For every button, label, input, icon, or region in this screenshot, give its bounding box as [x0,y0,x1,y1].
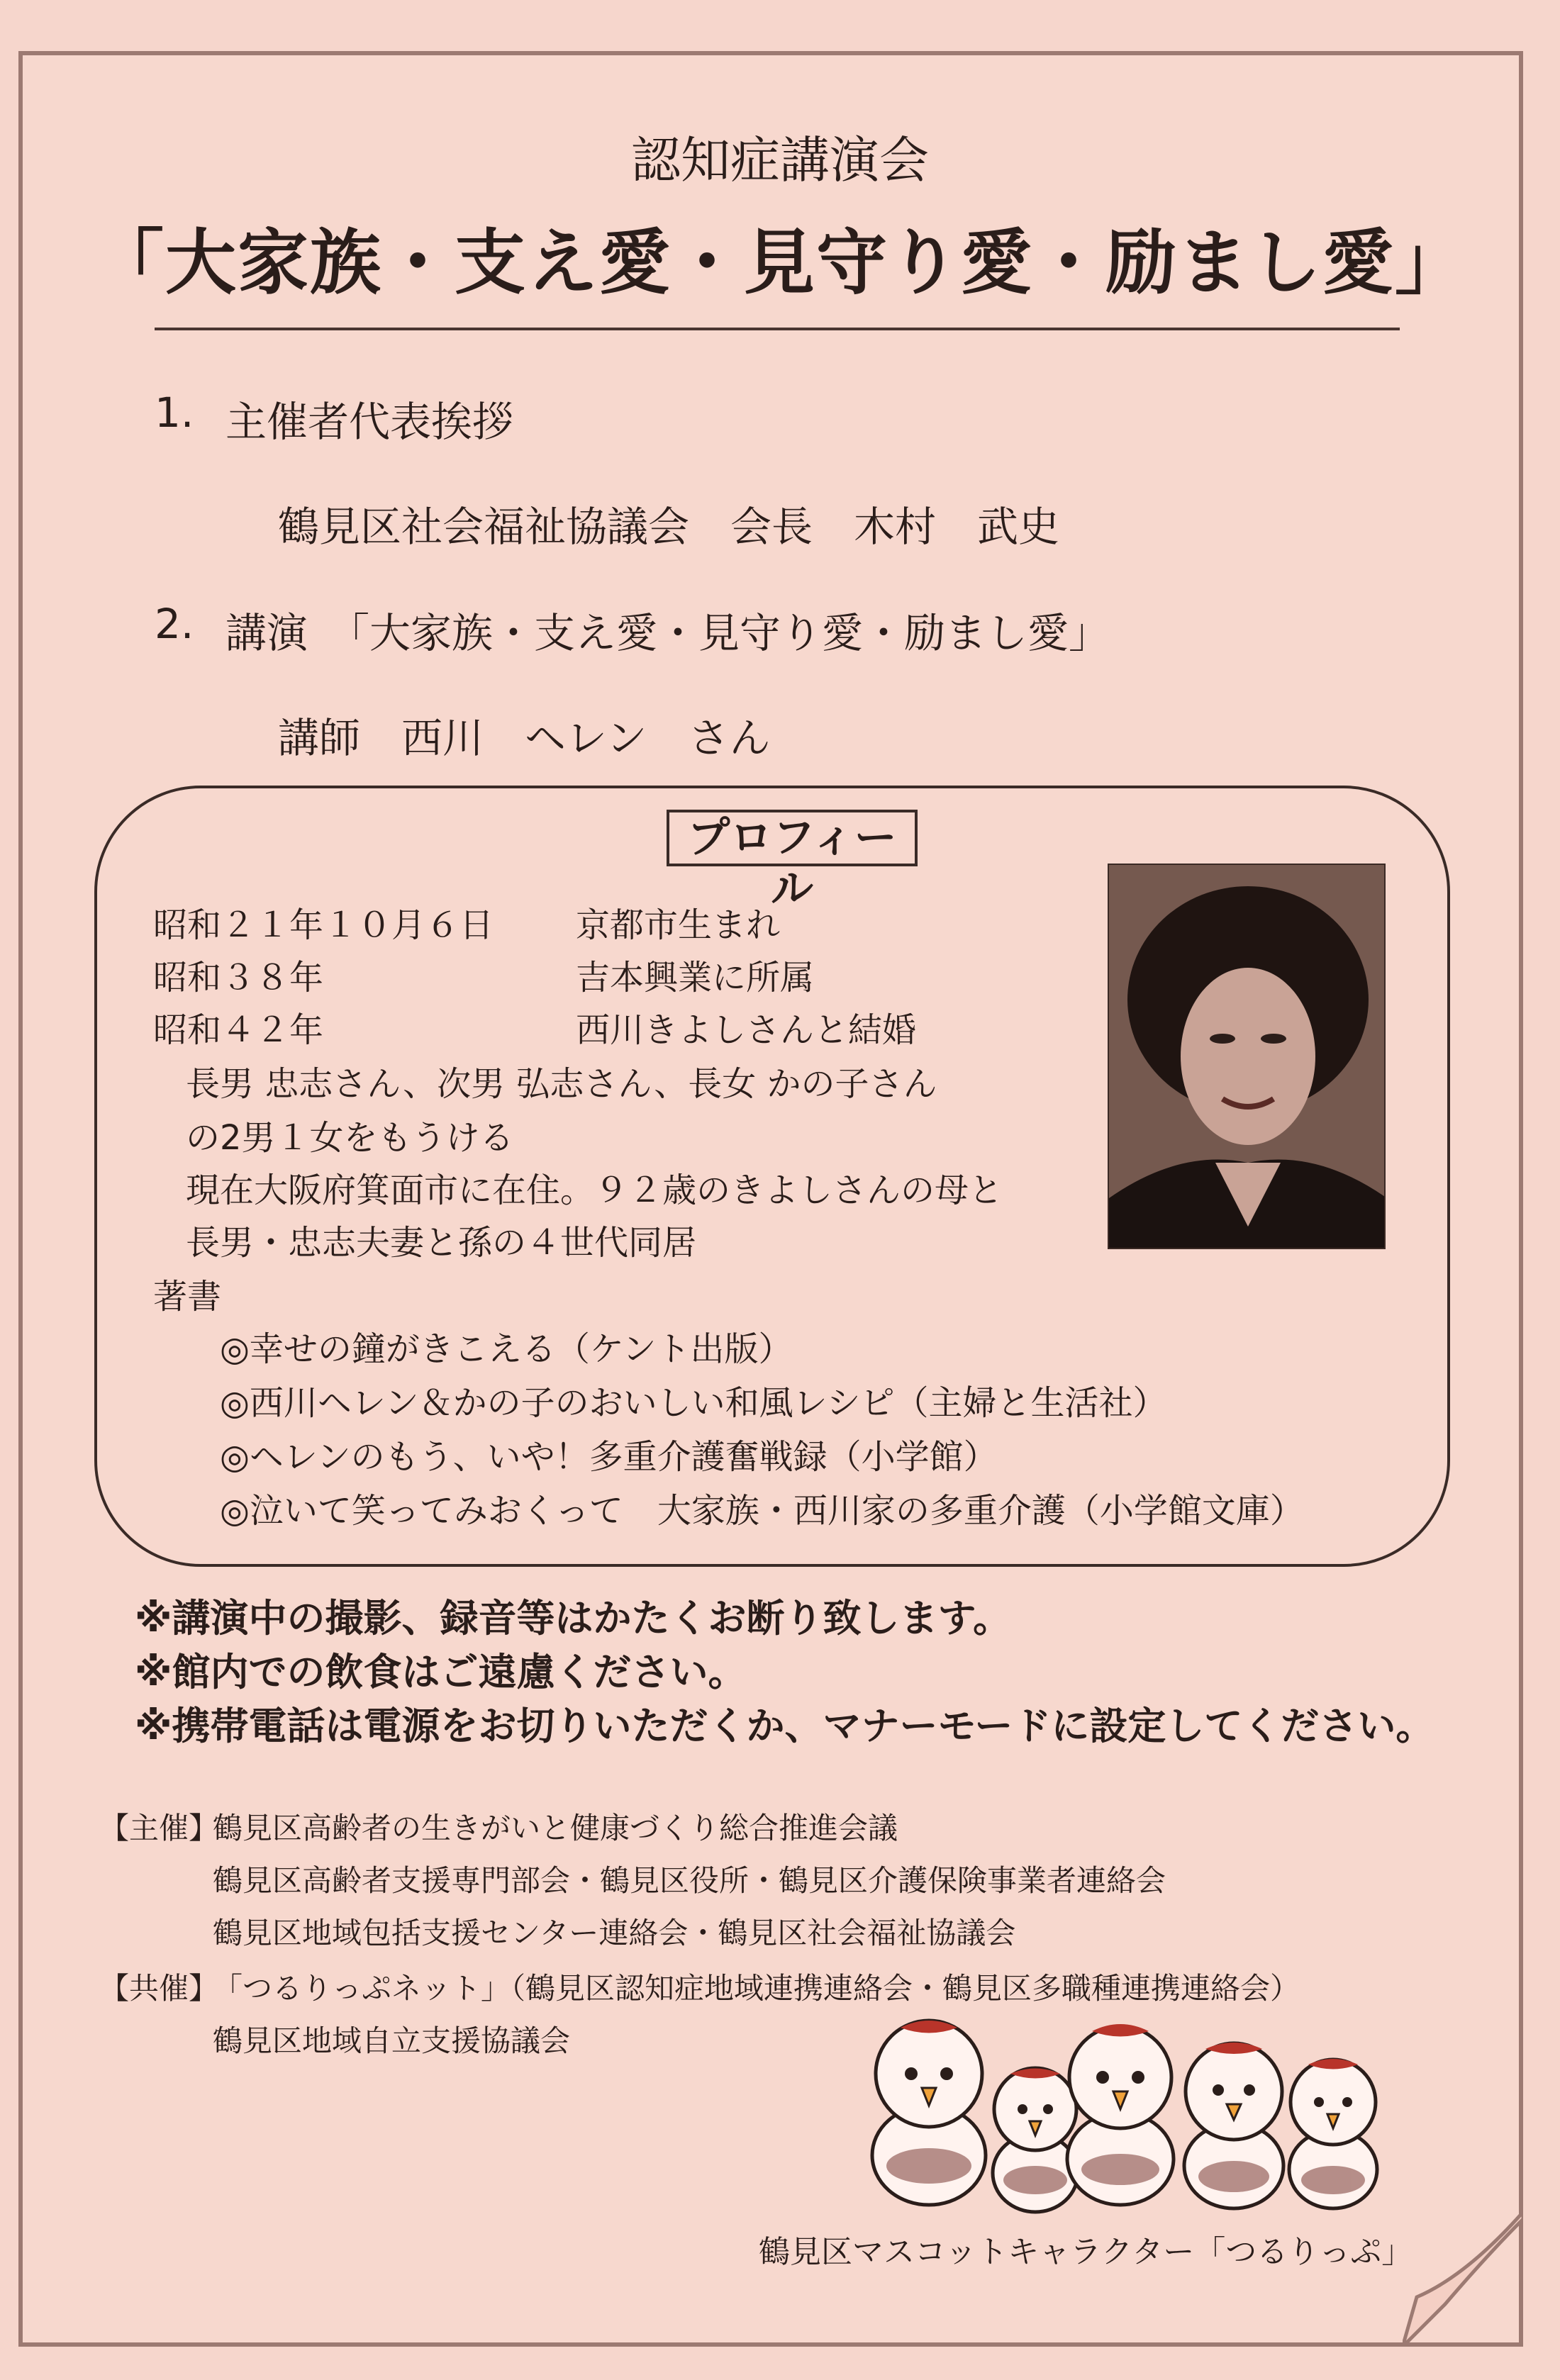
event-title: 「大家族・支え愛・見守り愛・励まし愛」 [93,221,1467,304]
speaker-portrait [1108,864,1386,1249]
title-divider [155,328,1400,330]
program-1-number: 1. [155,389,194,437]
book-item: ◎幸せの鐘がきこえる（ケント出版） [220,1329,793,1369]
family-line: 現在大阪府箕面市に在住。９２歳のきよしさんの母と [186,1171,1003,1210]
event-subtitle: 認知症講演会 [631,131,929,189]
cohost-line: 鶴見区地域自立支援協議会 [213,2023,571,2058]
host-line: 鶴見区高齢者の生きがいと健康づくり総合推進会議 [213,1811,898,1845]
cohost-label: 【共催】 [99,1971,219,2006]
notice-line: ※携帯電話は電源をお切りいただくか、マナーモードに設定してください。 [135,1704,1434,1748]
family-line: 長男・忠志夫妻と孫の４世代同居 [186,1223,697,1263]
timeline-date: 昭和３８年 [153,958,324,998]
program-1-detail: 鶴見区社会福祉協議会 会長 木村 武史 [278,503,1060,551]
program-1-label: 主催者代表挨拶 [225,398,514,446]
books-label: 著書 [153,1277,222,1317]
profile-label: プロフィール [667,810,918,866]
timeline-event: 京都市生まれ [576,905,781,945]
book-item: ◎泣いて笑ってみおくって 大家族・西川家の多重介護（小学館文庫） [220,1491,1304,1531]
family-line: 長男 忠志さん、次男 弘志さん、長女 かの子さん [186,1064,937,1104]
host-label: 【主催】 [99,1811,219,1845]
program-2-number: 2. [155,600,194,648]
book-item: ◎ヘレンのもう、いや！多重介護奮戦録（小学館） [220,1437,998,1477]
host-line: 鶴見区地域包括支援センター連絡会・鶴見区社会福祉協議会 [213,1916,1016,1950]
timeline-date: 昭和２１年１０月６日 [153,905,494,945]
notice-line: ※講演中の撮影、録音等はかたくお断り致します。 [135,1596,1012,1641]
timeline-event: 西川きよしさんと結婚 [576,1010,917,1050]
family-line: の2男１女をもうける [186,1118,514,1158]
cohost-line: 「つるりっぷネット」（鶴見区認知症地域連携連絡会・鶴見区多職種連携連絡会） [213,1971,1300,2006]
program-2-detail: 講師 西川 ヘレン さん [278,714,771,762]
book-item: ◎西川ヘレン＆かの子のおいしい和風レシピ（主婦と生活社） [220,1383,1167,1423]
crane-mascot-icon [851,2006,1404,2219]
program-2-label: 講演 「大家族・支え愛・見守り愛・励まし愛」 [225,609,1110,657]
mascot-caption: 鶴見区マスコットキャラクター「つるりっぷ」 [759,2234,1413,2270]
timeline-date: 昭和４２年 [153,1010,324,1050]
timeline-event: 吉本興業に所属 [576,958,815,998]
host-line: 鶴見区高齢者支援専門部会・鶴見区役所・鶴見区介護保険事業者連絡会 [213,1863,1166,1898]
notice-line: ※館内での飲食はご遠慮ください。 [135,1650,747,1694]
page-curl-icon [1403,2212,1523,2347]
